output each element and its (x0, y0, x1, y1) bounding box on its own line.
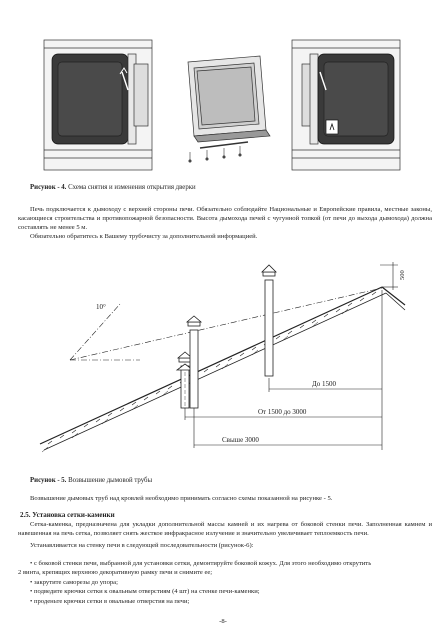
roof-slope (40, 287, 405, 452)
figure-4-caption-label: Рисунок - 4. (30, 184, 67, 191)
door-removed-drawing (188, 56, 270, 162)
dim-1500-3000-label: От 1500 до 3000 (258, 408, 307, 416)
list-item: • с боковой стенки печи, выбранной для установки сетки, демонтируйте боковой кожух. Для этого необходимо открутить (30, 560, 372, 567)
dimension-500 (380, 262, 398, 290)
section-2-5-steps (18, 559, 432, 606)
figure-5-chimney-diagram (0, 258, 446, 470)
list-item: 2 винта, крепящих верхнюю декоративную рамку печи и снимите ее; (18, 569, 213, 577)
chimney-near (262, 265, 276, 376)
after-fig5-sentence: Возвышение дымовых труб над кровлей необходимо принимать согласно схемы показанной на рисунке - 5. (30, 495, 333, 502)
intro-paragraph-2: Обязательно обратитесь к Вашему трубочисту за дополнительной информацией. (30, 233, 258, 240)
reference-lines (70, 288, 382, 360)
dim-up-to-1500-label: До 1500 (312, 380, 337, 388)
figure-4-caption (30, 183, 196, 192)
figure-4-caption-text: Схема снятия и изменения открытия дверки (68, 184, 196, 191)
section-2-5-paragraphs (18, 520, 432, 550)
section-2-5-paragraph-1: Сетка-каменка, предназначена для укладки дополнительной массы камней и их нагрева от боковой стенки печи. Заполненная камнем и навешенная на печь сетка, позволяет снять жесткое инфракрасное излучение и значительно увеличивает теплоемкость печи. (18, 521, 432, 537)
figure-4-door-diagram (0, 0, 446, 175)
stove-left-drawing (44, 40, 152, 170)
intro-paragraphs (18, 205, 432, 241)
dim-500-label: 500 (399, 270, 406, 280)
section-2-5-paragraph-2: Устанавливается на стенку печи в следующей последовательности (рисунок-6): (30, 542, 254, 549)
intro-paragraph-1: Печь подключается к дымоходу с верхней стороны печи. Обязательно соблюдайте Национальные и Европейские правила, местные законы, касающиеся строительства и противопожарной безопасности. Высота дымохода печей с чугунной топкой (от печи до выхода дымохода) должна составлять не менее 5 м. (18, 206, 432, 231)
list-item: • закрутите саморезы до упора; (30, 578, 118, 586)
section-2-5-title: 2.5. Установка сетки-каменки (20, 511, 115, 519)
list-item: • подведите крючки сетки к овальным отверстиям (4 шт) на стенке печи-каменки; (30, 588, 260, 596)
figure-5-caption-text: Возвышение дымовой трубы (68, 477, 153, 484)
page-number: -8- (219, 618, 227, 625)
dim-over-3000-label: Свыше 3000 (222, 436, 259, 444)
figure-5-caption-label: Рисунок - 5. (30, 477, 67, 484)
angle-label: 10° (96, 303, 106, 311)
figure-5-caption (30, 476, 152, 485)
after-fig5-text (30, 494, 430, 503)
horizontal-dimensions (185, 290, 382, 450)
list-item: • проденьте крючки сетки в овальные отверстия на печи; (30, 597, 190, 605)
stove-right-drawing (292, 40, 400, 170)
